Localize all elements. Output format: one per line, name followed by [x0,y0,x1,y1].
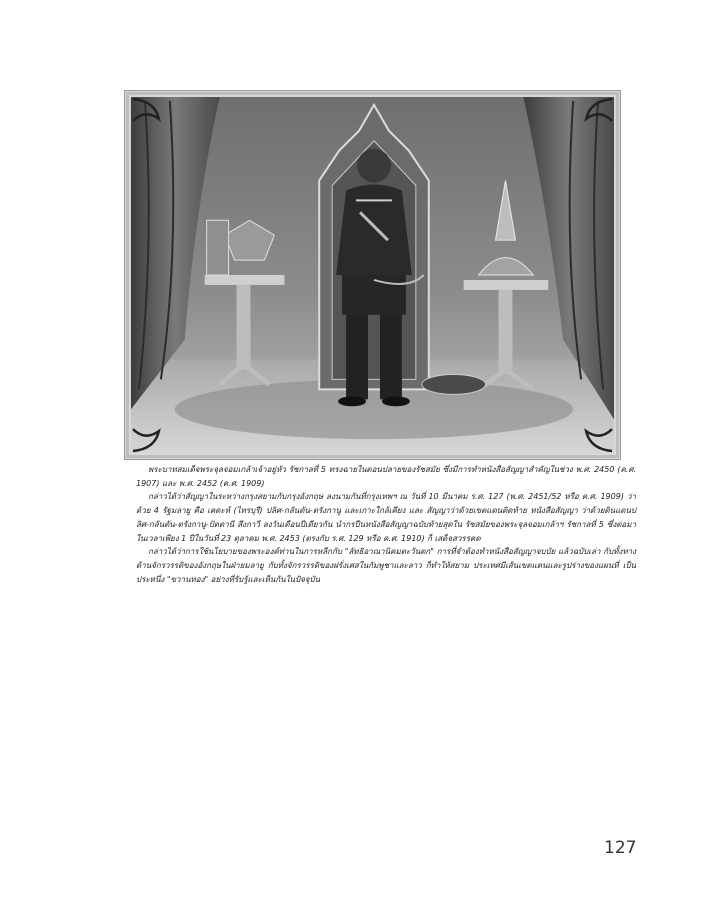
paragraph-policy: กล่าวได้ว่าการใช้นโยบายของพระองค์ท่านในการหลีกกับ "ลัทธิอาณานิคมตะวันตก" การที่จำต้องทำหนังสือสัญญาจบบัย แล้วฉบับเล่า กับทั้งทางด้านจักรวรรดิของอังกฤษในฝ่ายมลายู กับทั้งจักรวรรดิของฝรั่งเศสในกัมพูชาและลาว ก็ทำให้สยาม ประเทศมีเส้นเขตแดนและรูปร่างของแผนที่ เป็นประหนึ่ง "ขวานทอง" อย่างที่รับรู้และเห็นกันในปัจจุบัน [136,547,636,584]
photograph [124,90,621,460]
throne-photo-illustration [125,91,620,459]
page-number: 127 [604,838,637,858]
photo-caption: พระบาทสมเด็จพระจุลจอมเกล้าเจ้าอยู่หัว รัชกาลที่ 5 ทรงฉายในตอนปลายของรัชสมัย ซึ่งมีการทำหนังสือสัญญาสำคัญในช่วง พ.ศ. 2450 (ค.ศ. 1907) และ พ.ศ. 2452 (ค.ศ. 1909) [136,465,636,488]
paragraph-treaty: กล่าวได้ว่าสัญญาในระหว่างกรุงสยามกับกรุงอังกฤษ ลงนามกันที่กรุงเทพฯ ณ วันที่ 10 มีนาคม ร.ศ. 127 (พ.ศ. 2451/52 หรือ ค.ศ. 1909) ว่าด้วย 4 รัฐมลายู คือ เคดะห์ (ไทรบุรี) ปลิศ-กลันตัน-ตรังกานู และเกาะใกล้เคียง และ สัญญาว่าด้วยเขตแดนติดท้าย หนังสือสัญญา ว่าด้วยดินแดนปลิศ-กลันตัน-ตรังกานู-ปัตตานี สึงกาวี ลงวันเดือนปีเดียวกัน นำกรปืนหนังสือสัญญาฉบับท้ายสุดใน รัชสมัยของพระจุลจอมเกล้าฯ รัชกาลที่ 5 ซึ่งต่อมาในเวลาเพียง 1 ปีในวันที่ 23 ตุลาคม พ.ศ. 2453 (ตรงกับ ร.ศ. 129 หรือ ค.ศ. 1910) ก็ เสด็จสวรรคต [136,492,636,543]
body-text [136,463,636,586]
